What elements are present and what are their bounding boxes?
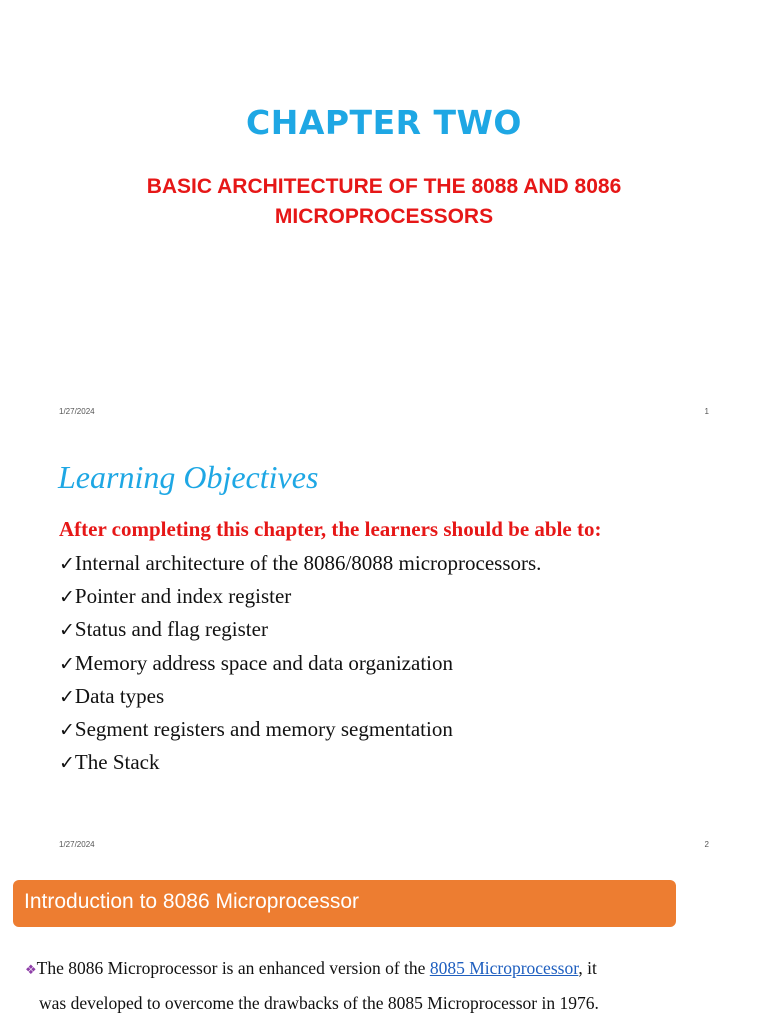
checkmark-icon: ✓ [59,586,75,609]
checkmark-icon: ✓ [59,553,75,575]
objective-text: The Stack [74,750,160,775]
objective-item [59,746,541,779]
para-text-2: , it [578,958,597,978]
objective-text: Memory address space and data organization [74,650,453,675]
link-8085-microprocessor[interactable]: 8085 Microprocessor [429,958,579,978]
chapter-subtitle [60,172,708,232]
slide-2 [0,432,768,864]
slide-number: 1 [704,407,709,416]
objective-item [59,580,541,613]
checkmark-icon: ✓ [59,752,75,775]
para-text-1: The 8086 Microprocessor is an enhanced version of the [36,958,430,978]
objective-item [59,647,541,680]
objective-text: Data types [74,683,165,708]
slide-number: 2 [704,840,709,849]
slide-date: 1/27/2024 [59,407,95,416]
objective-text: Internal architecture of the 8086/8088 microprocessors. [74,551,542,575]
checkmark-icon: ✓ [59,619,75,642]
objective-text: Pointer and index register [74,584,292,609]
checkmark-icon: ✓ [59,719,75,742]
subtitle-line-2: MICROPROCESSORS [274,205,494,228]
objectives-lead: After completing this chapter, the learners should be able to: [59,517,602,541]
objective-text: Segment registers and memory segmentation [74,717,453,742]
para-line-2: was developed to overcome the drawbacks of the 8085 Microprocessor in 1976. [39,993,599,1013]
slide-3 [0,864,768,1024]
checkmark-icon: ✓ [59,652,75,675]
intro-banner [13,880,676,927]
diamond-bullet-icon: ❖ [25,963,37,978]
subtitle-line-1: BASIC ARCHITECTURE OF THE 8088 AND 8086 [146,175,622,198]
objective-text: Status and flag register [74,617,268,642]
objectives-title: Learning Objectives [58,459,319,495]
checkmark-icon: ✓ [59,685,75,708]
objective-item [59,613,541,646]
objective-item [59,713,541,746]
intro-paragraph [25,952,745,1020]
slide-date: 1/27/2024 [59,840,95,849]
objectives-list [59,547,541,779]
objective-item [59,680,541,713]
intro-banner-title: Introduction to 8086 Microprocessor [24,890,360,913]
slide-1 [0,0,768,432]
objective-item [59,547,541,580]
chapter-title: CHAPTER TWO [246,103,522,142]
